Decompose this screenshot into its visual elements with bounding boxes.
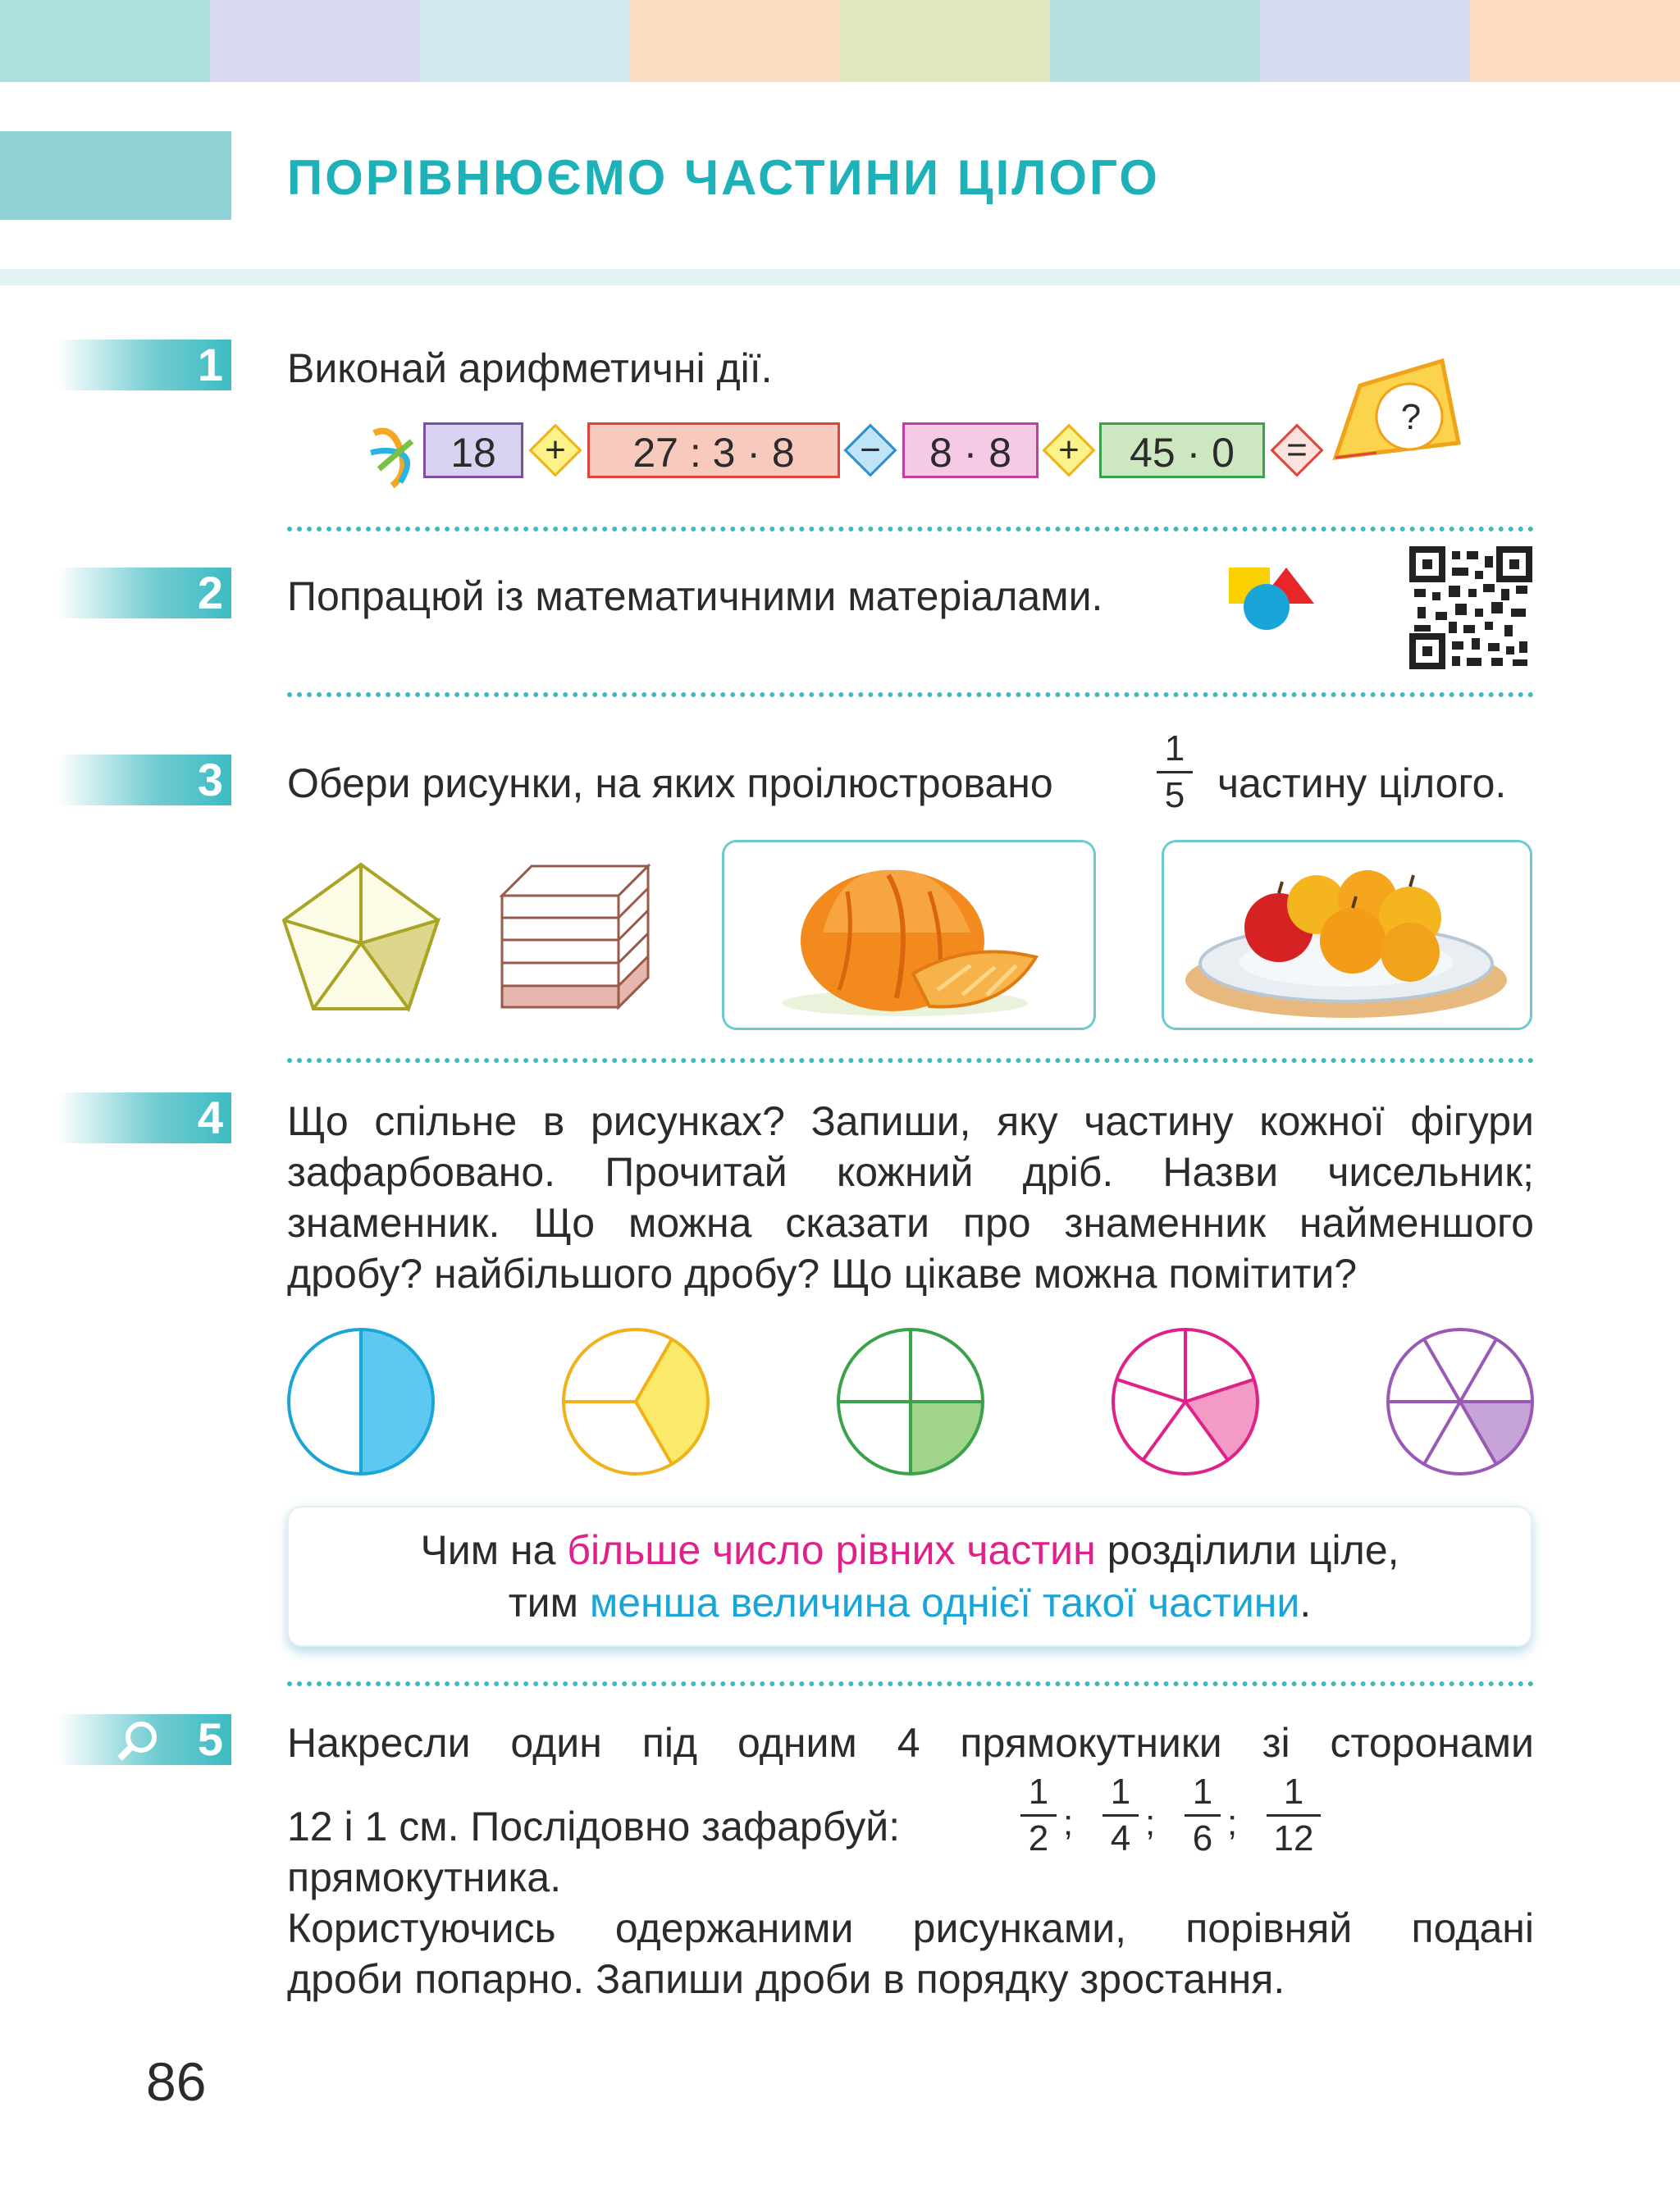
expression-box-3: 8 · 8 <box>902 422 1039 478</box>
title-tab <box>0 131 231 220</box>
divider-2 <box>287 692 1534 697</box>
task-3-text-end: частину цілого. <box>1217 760 1507 806</box>
fraction-circle-4 <box>838 1329 983 1474</box>
divider-1 <box>287 527 1534 531</box>
operator-minus: − <box>843 423 897 477</box>
shaded-part <box>361 1329 433 1474</box>
orange-picture <box>724 842 1093 1028</box>
color-band-segment <box>630 0 840 82</box>
color-band-segment <box>420 0 630 82</box>
fraction-1-2: 1 2 <box>1020 1770 1057 1861</box>
task-number: 4 <box>197 1092 223 1143</box>
fraction-circle-3 <box>564 1329 708 1474</box>
fraction-separator: ; <box>1063 1803 1074 1843</box>
division-line <box>1116 1380 1185 1402</box>
fraction-separator: ; <box>1145 1803 1156 1843</box>
fraction-circle-2 <box>289 1329 433 1474</box>
fraction-1-12: 1 12 <box>1267 1770 1321 1861</box>
task-number-tab-4 <box>57 1092 231 1143</box>
color-band-segment <box>840 0 1050 82</box>
task-4-line-4: дробу? найбільшого дробу? Що цікаве можна помітити? <box>287 1251 1358 1297</box>
rule-highlight-pink: більше число рівних частин <box>567 1527 1096 1573</box>
color-band-segment <box>0 0 210 82</box>
kite-question-mark: ? <box>1400 397 1422 437</box>
rule-line-2: тим менша величина однієї такої частини. <box>508 1580 1312 1626</box>
pentagon-figure[interactable] <box>279 861 443 1012</box>
operator-plus-1: + <box>528 423 582 477</box>
color-band-segment <box>1050 0 1260 82</box>
divider-3 <box>287 1058 1534 1063</box>
task-number: 1 <box>197 339 223 390</box>
task-5-line-1: Накресли один під одним 4 прямокутники зі сторонами <box>287 1720 1534 1766</box>
fraction-1-6: 1 6 <box>1185 1770 1221 1861</box>
task-number-tab-1 <box>57 340 231 390</box>
task-number: 2 <box>197 567 223 618</box>
rule-highlight-blue: менша величина однієї такої частини <box>589 1580 1300 1626</box>
apples-picture <box>1164 842 1530 1028</box>
rule-line-1: Чим на більше число рівних частин розділили ціле, <box>420 1527 1399 1573</box>
division-line <box>1424 1402 1460 1464</box>
task-number-tab-5 <box>57 1714 231 1765</box>
color-band-segment <box>1470 0 1680 82</box>
expression-box-4: 45 · 0 <box>1099 422 1265 478</box>
task-number-tab-3 <box>57 755 231 805</box>
task-4-line-2: зафарбовано. Прочитай кожний дріб. Назви чисельник; <box>287 1149 1534 1195</box>
fraction-separator: ; <box>1227 1803 1238 1843</box>
magnifier-icon <box>113 1719 162 1762</box>
stacked-layers-figure[interactable] <box>499 863 651 1010</box>
operator-plus-2: + <box>1042 423 1095 477</box>
task-5-line-3: прямокутника. <box>287 1854 562 1900</box>
task-number-tab-2 <box>57 568 231 618</box>
orange-image-card[interactable] <box>722 840 1096 1030</box>
page-number: 86 <box>146 2051 207 2112</box>
divider-4 <box>287 1681 1534 1686</box>
task-4-text <box>287 1096 1534 1299</box>
division-line <box>1460 1339 1496 1402</box>
fraction-circles <box>279 1324 1542 1480</box>
color-band-segment <box>210 0 420 82</box>
page-title: ПОРІВНЮЄМО ЧАСТИНИ ЦІЛОГО <box>287 150 1160 205</box>
color-band-segment <box>1260 0 1470 82</box>
task-number: 5 <box>197 1713 223 1765</box>
fraction-one-fifth: 1 5 <box>1157 727 1193 818</box>
task-5-line-5: дроби попарно. Запиши дроби в порядку зростання. <box>287 1956 1285 2002</box>
fraction-circle-5 <box>1113 1329 1258 1474</box>
task-5-line-2: 12 і 1 см. Послідовно зафарбуй: <box>287 1804 901 1849</box>
task-2-text: Попрацюй із математичними матеріалами. <box>287 573 1103 619</box>
header-divider <box>0 269 1680 285</box>
expression-box-1: 18 <box>423 422 523 478</box>
expression-box-2: 27 : 3 · 8 <box>587 422 840 478</box>
shaded-part <box>636 1339 708 1464</box>
task-number: 3 <box>197 754 223 805</box>
task-4-line-3: знаменник. Що можна сказати про знаменник найменшого <box>287 1200 1534 1246</box>
task-4-line-1: Що спільне в рисунках? Запиши, яку частину кожної фігури <box>287 1098 1534 1144</box>
task-5-line-4: Користуючись одержаними рисунками, порівняй подані <box>287 1905 1534 1951</box>
fraction-1-4: 1 4 <box>1102 1770 1139 1861</box>
top-color-band <box>0 0 1680 82</box>
division-line <box>1424 1339 1460 1402</box>
apples-image-card[interactable] <box>1162 840 1532 1030</box>
operator-equals: = <box>1270 423 1323 477</box>
shapes-icon[interactable] <box>1227 564 1319 635</box>
task-3-text: Обери рисунки, на яких проілюстровано <box>287 760 1053 806</box>
fraction-circle-6 <box>1388 1329 1532 1474</box>
rule-box <box>287 1506 1532 1647</box>
ribbon-icon <box>368 417 418 490</box>
qr-code-icon[interactable] <box>1409 546 1532 669</box>
task-1-text: Виконай арифметичні дії. <box>287 345 773 391</box>
shaded-part <box>1460 1402 1532 1464</box>
division-line <box>1143 1402 1185 1460</box>
